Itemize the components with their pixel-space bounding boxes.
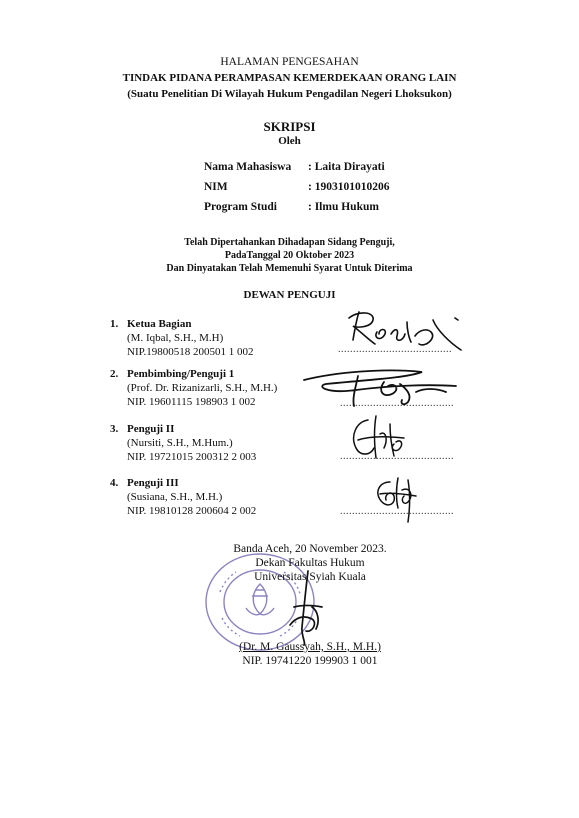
examiner-nip: NIP. 19810128 200604 2 002 — [127, 505, 257, 517]
dean-name: (Dr. M. Gaussyah, S.H., M.H.) — [239, 641, 381, 653]
defense-line-1: Telah Dipertahankan Dihadapan Sidang Penguji, — [184, 237, 395, 248]
examiner-name: (M. Iqbal, S.H., M.H) — [127, 332, 224, 344]
signature-line: ...................................... — [340, 451, 454, 462]
approval-place-date: Banda Aceh, 20 November 2023. — [233, 543, 387, 555]
examiner-name: (Susiana, S.H., M.H.) — [127, 491, 223, 503]
examiner-role: Penguji II — [127, 423, 175, 435]
examiner-nip: NIP.19800518 200501 1 002 — [127, 346, 254, 358]
signature-line: ...................................... — [340, 506, 454, 517]
university-name: Universitas Syiah Kuala — [254, 571, 366, 583]
examiner-role: Ketua Bagian — [127, 318, 192, 330]
examiner-number: 3. — [110, 423, 119, 435]
thesis-subtitle: (Suatu Penelitian Di Wilayah Hukum Pengadilan Negeri Lhoksukon) — [127, 88, 452, 100]
thesis-title: TINDAK PIDANA PERAMPASAN KEMERDEKAAN ORANG LAIN — [122, 72, 457, 84]
signature-image — [345, 306, 475, 358]
signature-line: ...................................... — [338, 344, 452, 355]
examiner-role: Pembimbing/Penguji 1 — [127, 368, 235, 380]
board-heading: DEWAN PENGUJI — [243, 289, 336, 301]
student-name-value: : Laita Dirayati — [308, 161, 385, 173]
student-nim-value: : 1903101010206 — [308, 181, 390, 193]
signature-image — [346, 412, 410, 462]
examiner-nip: NIP. 19601115 198903 1 002 — [127, 396, 256, 408]
student-name-label: Nama Mahasiswa — [204, 161, 292, 173]
skripsi-label: SKRIPSI — [263, 119, 316, 134]
student-nim-label: NIM — [204, 181, 228, 193]
examiner-number: 4. — [110, 477, 119, 489]
examiner-number: 2. — [110, 368, 119, 380]
signature-line: ...................................... — [340, 398, 454, 409]
signature-image — [296, 364, 466, 410]
author-by-label: Oleh — [278, 135, 301, 147]
examiner-number: 1. — [110, 318, 119, 330]
signature-image — [370, 472, 422, 524]
dean-position: Dekan Fakultas Hukum — [255, 557, 365, 569]
examiner-name: (Prof. Dr. Rizanizarli, S.H., M.H.) — [127, 382, 278, 394]
study-program-label: Program Studi — [204, 201, 277, 213]
study-program-value: : Ilmu Hukum — [308, 201, 379, 213]
examiner-nip: NIP. 19721015 200312 2 003 — [127, 451, 257, 463]
defense-line-2: PadaTanggal 20 Oktober 2023 — [224, 250, 355, 261]
page-heading: HALAMAN PENGESAHAN — [220, 56, 359, 68]
examiner-role: Penguji III — [127, 477, 179, 489]
defense-line-3: Dan Dinyatakan Telah Memenuhi Syarat Untuk Diterima — [166, 263, 413, 274]
dean-nip: NIP. 19741220 199903 1 001 — [242, 655, 378, 667]
examiner-name: (Nursiti, S.H., M.Hum.) — [127, 437, 233, 449]
